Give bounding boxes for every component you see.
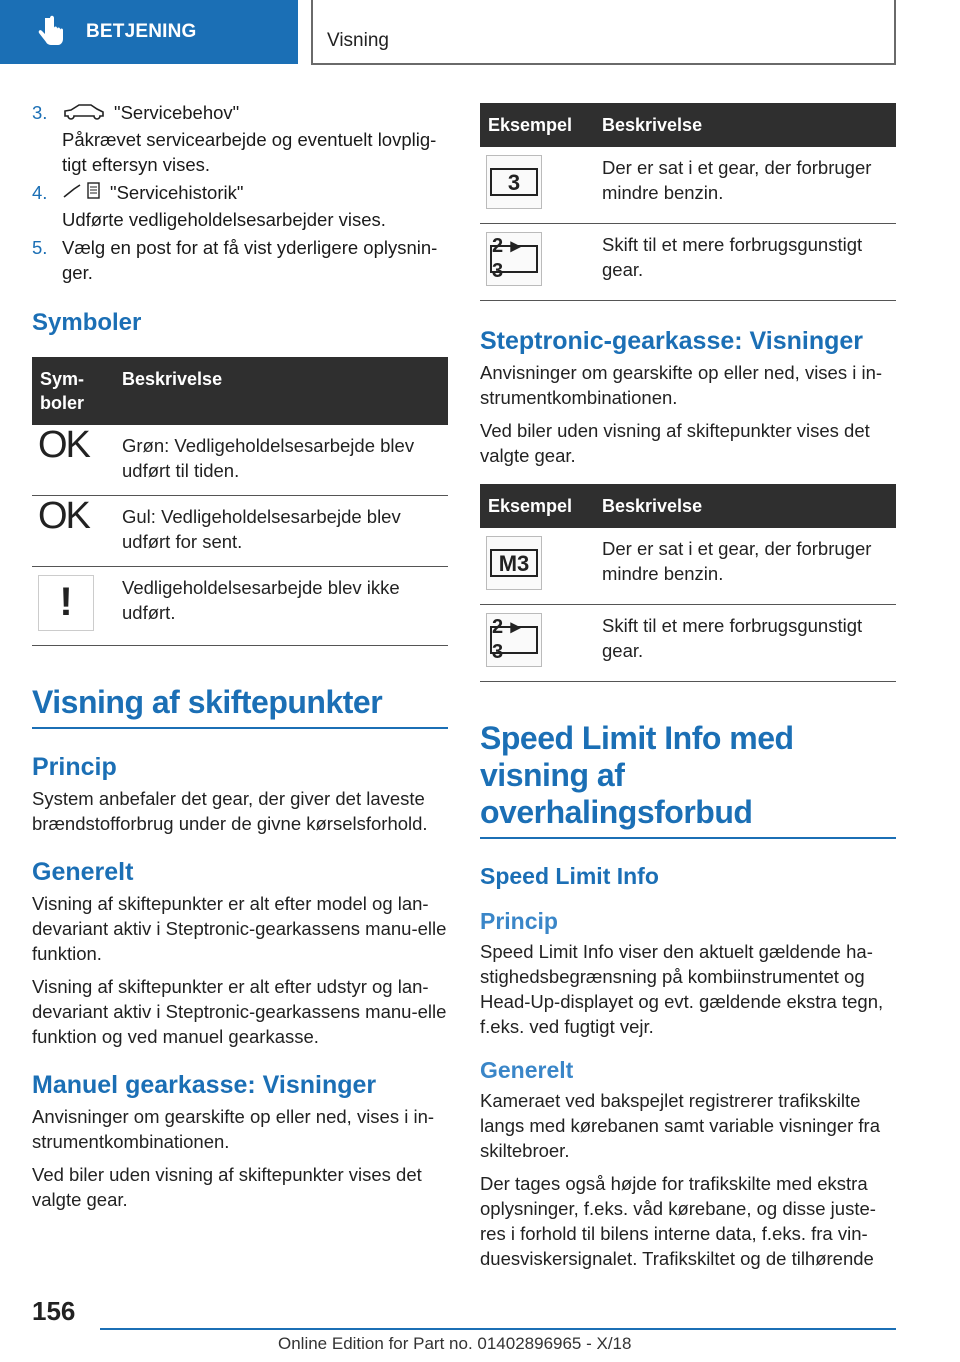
sli-generelt-heading: Generelt: [480, 1057, 574, 1083]
table-cell: Vedligeholdelsesarbejde blev ikke udført.: [114, 566, 448, 645]
ok-symbol: OK: [38, 423, 89, 466]
gear-shift-icon: 2 ▸ 3: [486, 232, 542, 286]
table-row: [32, 495, 448, 566]
table-cell: Grøn: Vedligeholdelsesarbejde blev udført til tiden.: [114, 425, 448, 496]
gear-table: [480, 103, 896, 301]
hand-pointer-icon: [34, 14, 70, 50]
list-number: 5.: [32, 236, 48, 258]
section-title: Speed Limit Info med visning af overhalingsforbud: [480, 720, 896, 839]
list-number: 4.: [32, 181, 48, 203]
list-item-title: "Servicebehov": [114, 102, 240, 123]
page-title: Visning af skiftepunkter: [32, 684, 448, 729]
page-number: 156: [32, 1296, 76, 1326]
gear-table: [480, 484, 896, 682]
edition-text: Online Edition for Part no. 01402896965 - X/18: [278, 1334, 632, 1353]
chapter-tab[interactable]: [0, 0, 298, 64]
table-header: Eksempel: [480, 484, 594, 528]
footer-divider: [100, 1328, 896, 1330]
car-service-icon: [62, 102, 106, 127]
symbols-table: [32, 357, 448, 646]
table-header: Beskrivelse: [594, 103, 896, 147]
paragraph: Visning af skiftepunkter er alt efter udstyr og lan-devariant aktiv i Steptronic-gearkassens manu-elle funktion og ved manuel gearkasse.: [32, 975, 447, 1047]
paragraph: Visning af skiftepunkter er alt efter model og lan-devariant aktiv i Steptronic-gearkassens manu-elle funktion.: [32, 892, 447, 964]
table-header: Eksempel: [480, 103, 594, 147]
table-cell: Der er sat i et gear, der forbruger mindre benzin.: [594, 528, 896, 605]
gear-display-icon: 3: [486, 155, 542, 209]
section-header: [311, 0, 896, 65]
exclamation-icon: !: [38, 575, 94, 631]
left-column: [32, 100, 448, 1212]
sli-heading: Speed Limit Info: [480, 863, 659, 889]
chapter-tab-label: BETJENING: [86, 21, 197, 42]
list-item: [32, 180, 448, 232]
table-cell: Skift til et mere forbrugsgunstigt gear.: [594, 605, 896, 682]
sli-princip-heading: Princip: [480, 908, 558, 934]
section-header-label: Visning: [327, 30, 389, 51]
table-header: Beskrivelse: [114, 357, 448, 425]
generelt-heading: Generelt: [32, 857, 134, 886]
symbols-heading: Symboler: [32, 308, 142, 336]
paragraph: Anvisninger om gearskifte op eller ned, vises i in-strumentkombinationen.: [32, 1105, 435, 1152]
paragraph: Ved biler uden visning af skiftepunkter vises det valgte gear.: [480, 420, 870, 466]
gear-display-icon: M3: [486, 536, 542, 590]
table-cell: Der er sat i et gear, der forbruger mindre benzin.: [594, 147, 896, 224]
manuel-heading: Manuel gearkasse: Visninger: [32, 1070, 377, 1099]
right-column: [480, 103, 896, 1271]
list-number: 3.: [32, 102, 48, 123]
paragraph: Der tages også højde for trafikskilte med ekstra oplysninger, f.eks. våd kørebane, og disse juste-res i forhold til bilens interne data, f.eks. fra vin-duesviskersignalet. Trafikskiltet og de tilhørende: [480, 1173, 876, 1269]
table-header: Sym-boler: [32, 357, 114, 425]
steptronic-heading: Steptronic-gearkasse: Visninger: [480, 327, 864, 355]
paragraph: Kameraet ved bakspejlet registrerer trafikskilte langs med kørebanen samt variable visninger fra skiltebroer.: [480, 1090, 880, 1161]
table-header: Beskrivelse: [594, 484, 896, 528]
list-item: [32, 100, 448, 177]
ok-symbol: OK: [38, 494, 89, 537]
paragraph: System anbefaler det gear, der giver det laveste brændstofforbrug under de givne kørselsforhold.: [32, 787, 428, 834]
table-row: [32, 566, 448, 645]
table-row: [32, 425, 448, 496]
paragraph: Anvisninger om gearskifte op eller ned, vises i in-strumentkombinationen.: [480, 362, 883, 408]
list-item-text: Påkrævet servicearbejde og eventuelt lovplig-tigt eftersyn vises.: [62, 128, 437, 175]
list-item-title: "Servicehistorik": [110, 181, 244, 203]
princip-heading: Princip: [32, 752, 117, 781]
table-row: [480, 605, 896, 682]
table-row: [480, 224, 896, 301]
list-item: [32, 235, 448, 285]
list-item-text: Udførte vedligeholdelsesarbejder vises.: [62, 208, 386, 230]
table-cell: Skift til et mere forbrugsgunstigt gear.: [594, 224, 896, 301]
paragraph: Ved biler uden visning af skiftepunkter vises det valgte gear.: [32, 1163, 422, 1210]
table-row: [480, 528, 896, 605]
table-cell: Gul: Vedligeholdelsesarbejde blev udført for sent.: [114, 495, 448, 566]
gear-shift-icon: 2 ▸ 3: [486, 613, 542, 667]
service-history-icon: [62, 181, 102, 207]
table-row: [480, 147, 896, 224]
paragraph: Speed Limit Info viser den aktuelt gældende ha-stighedsbegrænsning på kombiinstrumentet og Head-Up-displayet og evt. gældende ekstra tegn, f.eks. ved fugtigt vejr.: [480, 941, 884, 1037]
list-item-text: Vælg en post for at få vist yderligere oplysnin-ger.: [62, 236, 438, 283]
